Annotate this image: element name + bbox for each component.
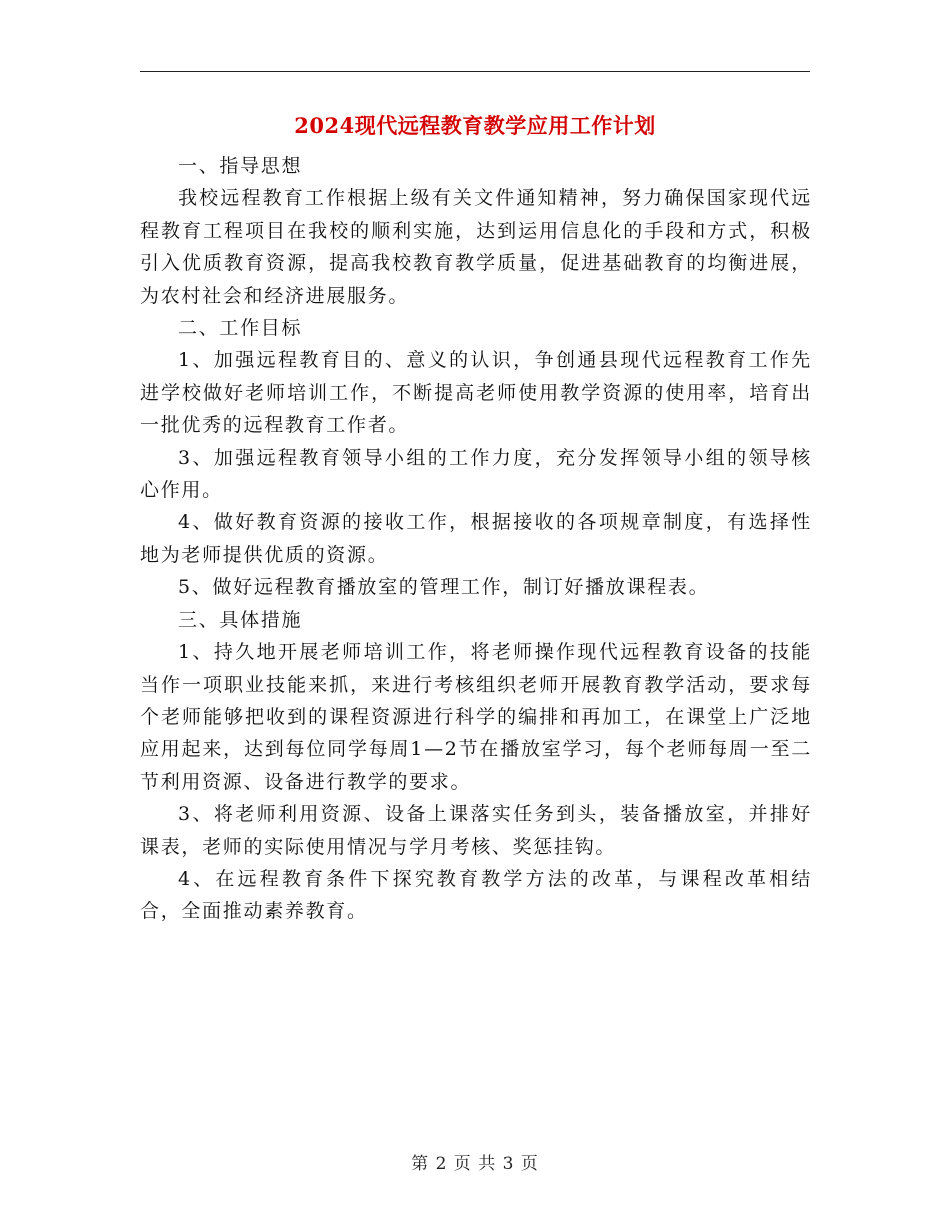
- document-title: 2024现代远程教育教学应用工作计划: [294, 113, 656, 138]
- section-heading-work-goals: 二、工作目标: [178, 317, 303, 340]
- header-rule: [140, 71, 810, 72]
- paragraph-guiding-thought: 我校远程教育工作根据上级有关文件通知精神，努力确保国家现代远程教育工程项目在我校的顺利实施，达到运用信息化的手段和方式，积极引入优质教育资源，提高我校教育教学质量，促进基础教育的均衡进展，为农村社会和经济进展服务。: [140, 187, 812, 307]
- section-heading-measures: 三、具体措施: [178, 608, 303, 631]
- page-number: 第 2 页 共 3 页: [411, 1154, 539, 1174]
- paragraph-goal-1: 1、加强远程教育目的、意义的认识，争创通县现代远程教育工作先进学校做好老师培训工作，不断提高老师使用教学资源的使用率，培育出一批优秀的远程教育工作者。: [140, 349, 812, 437]
- paragraph-measure-3: 3、将老师利用资源、设备上课落实任务到头，装备播放室，并排好课表，老师的实际使用情况与学月考核、奖惩挂钩。: [140, 803, 812, 858]
- paragraph-measure-4: 4、在远程教育条件下探究教育教学方法的改革，与课程改革相结合，全面推动素养教育。: [140, 867, 812, 923]
- section-heading-guiding-thought: 一、指导思想: [178, 155, 303, 177]
- paragraph-goal-5: 5、做好远程教育播放室的管理工作，制订好播放课程表。: [178, 576, 710, 599]
- paragraph-goal-4: 4、做好教育资源的接收工作，根据接收的各项规章制度，有选择性地为老师提供优质的资源。: [140, 511, 812, 566]
- paragraph-goal-3: 3、加强远程教育领导小组的工作力度，充分发挥领导小组的领导核心作用。: [140, 446, 812, 502]
- page-footer: [0, 1152, 950, 1176]
- paragraph-measure-1: 1、持久地开展老师培训工作，将老师操作现代远程教育设备的技能当作一项职业技能来抓，来进行考核组织老师开展教育教学活动，要求每个老师能够把收到的课程资源进行科学的编排和再加工，在课堂上广泛地应用起来，达到每位同学每周1—2节在播放室学习，每个老师每周一至二节利用资源、设备进行教学的要求。: [140, 641, 812, 793]
- document-body: [140, 150, 812, 928]
